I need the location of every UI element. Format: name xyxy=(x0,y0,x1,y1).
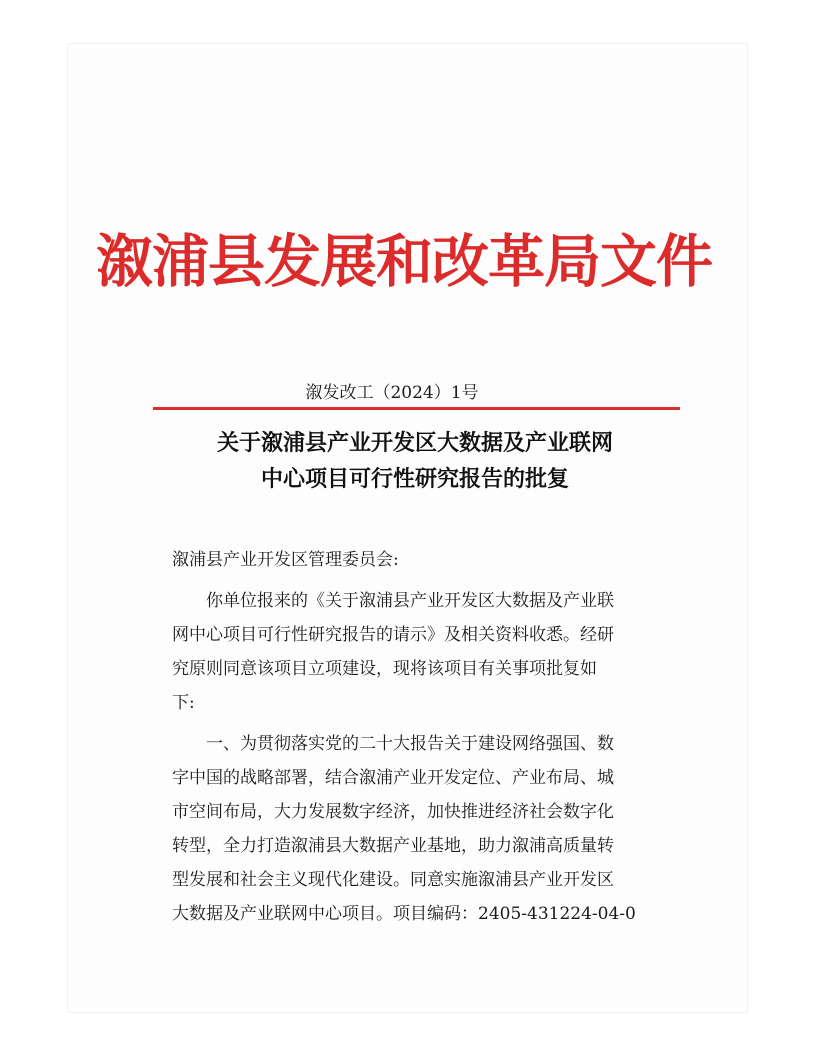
addressee: 溆浦县产业开发区管理委员会: xyxy=(172,550,399,570)
paragraph-1-line: 网中心项目可行性研究报告的请示》及相关资料收悉。经研 xyxy=(172,625,614,645)
paragraph-1-line: 究原则同意该项目立项建设，现将该项目有关事项批复如 xyxy=(172,659,597,679)
paragraph-2-line: 市空间布局，大力发展数字经济，加快推进经济社会数字化 xyxy=(172,802,614,822)
paragraph-2-line: 一、为贯彻落实党的二十大报告关于建设网络强国、数 xyxy=(206,734,614,754)
red-divider-line xyxy=(153,407,680,410)
subject-line-1: 关于溆浦县产业开发区大数据及产业联网 xyxy=(216,431,613,456)
paragraph-1 xyxy=(172,584,644,720)
paragraph-2-line: 转型，全力打造溆浦县大数据产业基地，助力溆浦高质量转 xyxy=(172,836,614,856)
paragraph-1-line: 下: xyxy=(172,693,195,713)
paragraph-2-line: 字中国的战略部署，结合溆浦产业开发定位、产业布局、城 xyxy=(172,768,614,788)
subject-line-2: 中心项目可行性研究报告的批复 xyxy=(260,467,569,492)
paragraph-2 xyxy=(172,727,644,931)
paragraph-2-line: 型发展和社会主义现代化建设。同意实施溆浦县产业开发区 xyxy=(172,870,614,890)
paragraph-2-line: 大数据及产业联网中心项目。项目编码：2405-431224-04-0 xyxy=(172,904,636,924)
document-number: 溆发改工（2024）1号 xyxy=(305,383,479,403)
issuer-title: 溆浦县发展和改革局文件 xyxy=(96,229,712,295)
document-subject xyxy=(150,426,680,498)
paragraph-1-line: 你单位报来的《关于溆浦县产业开发区大数据及产业联 xyxy=(206,591,614,611)
